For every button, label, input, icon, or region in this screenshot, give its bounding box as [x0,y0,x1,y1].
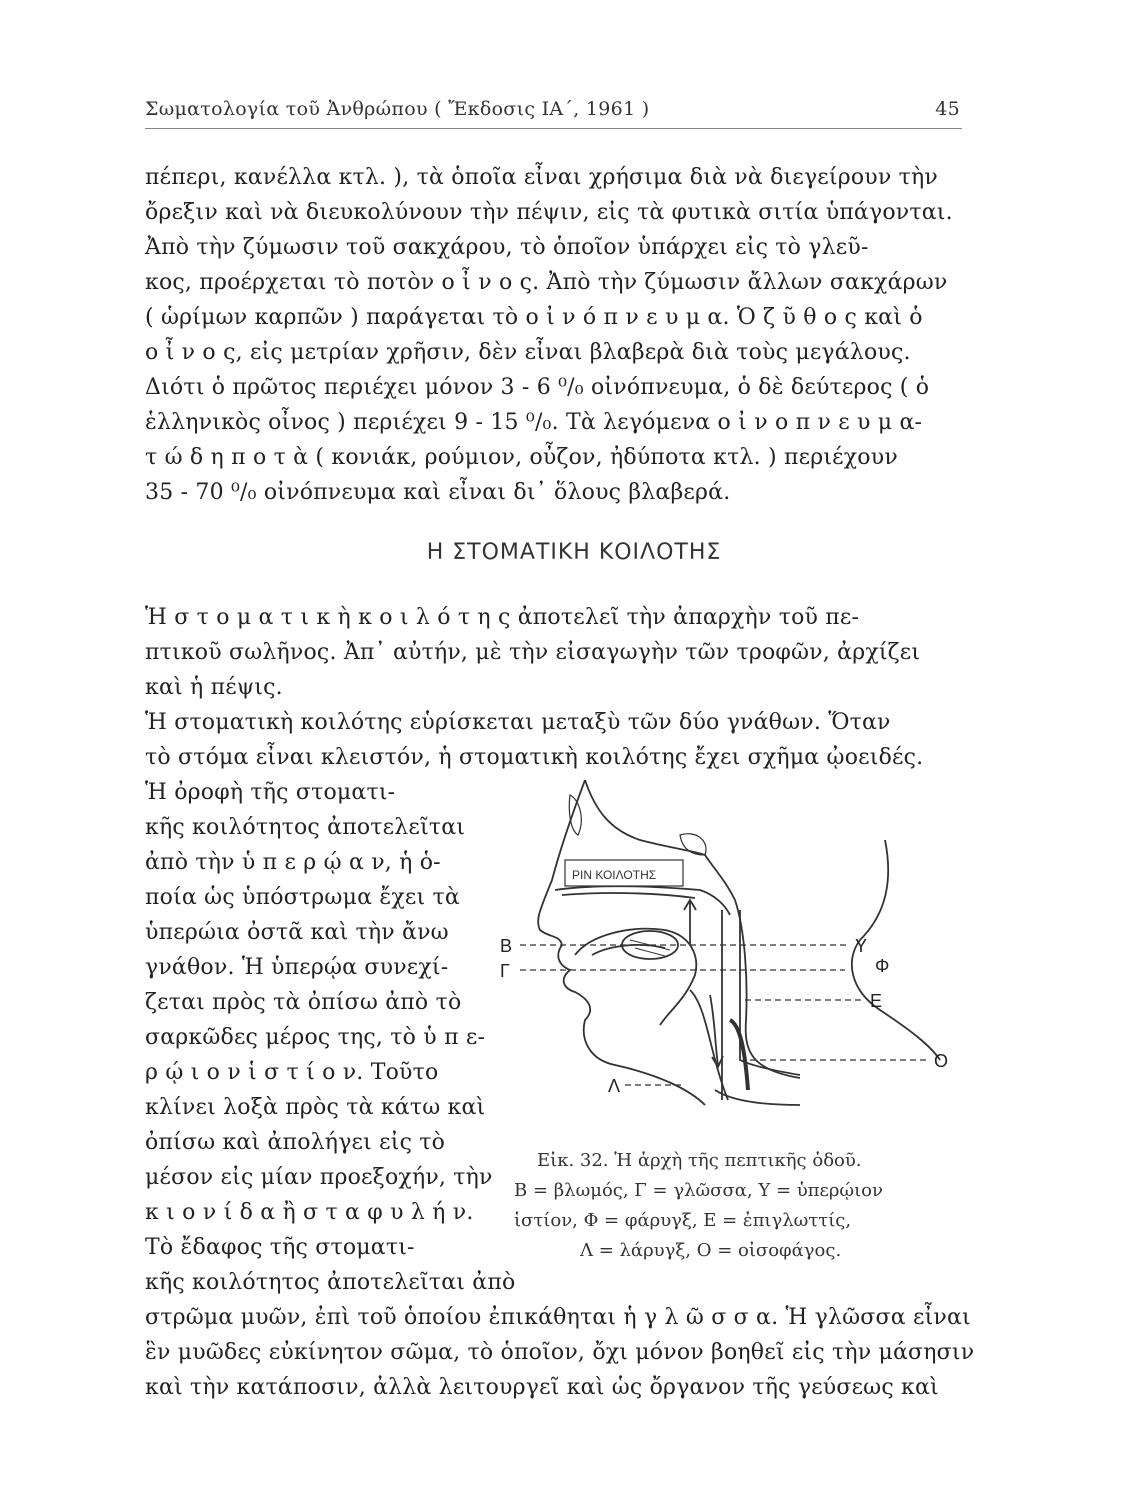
text-line: ρ ῴ ι ο ν ἱ σ τ ί ο ν. Τοῦτο [145,1060,439,1085]
text-line: ( ὡρίμων καρπῶν ) παράγεται τὸ ο ἰ ν ό π ν ε υ μ α. Ὁ ζ ῦ θ ο ς καὶ ὁ [145,305,923,330]
section-heading: Η ΣΤΟΜΑΤΙΚΗ ΚΟΙΛΟΤΗΣ [426,540,722,565]
text-line: πτικοῦ σωλῆνος. Ἀπ᾽ αὐτήν, μὲ τὴν εἰσαγωγὴν τῶν τροφῶν, ἀρχίζει [145,640,921,665]
nasal-cavity-text: ΡΙΝ ΚΟΙΛΟΤΗΣ [572,868,657,882]
text-line: σαρκῶδες μέρος της, τὸ ὑ π ε- [145,1025,486,1050]
figure-caption-title: Εἰκ. 32. Ἡ ἀρχὴ τῆς πεπτικῆς ὁδοῦ. [537,1150,862,1171]
figure-digestive-start [500,760,960,1135]
text-line: ἓν μυῶδες εὐκίνητον σῶμα, τὸ ὁποῖον, ὄχι μόνον βοηθεῖ εἰς τὴν μάσησιν [145,1340,975,1365]
label-B: Β [500,936,513,956]
text-line: ὀπίσω καὶ ἀπολήγει εἰς τὸ [145,1130,446,1155]
label-Y: Υ [855,936,868,956]
text-line: 35 - 70 ⁰/₀ οἰνόπνευμα καὶ εἶναι δι᾽ ὅλους βλαβερά. [145,480,731,505]
text-line: στρῶμα μυῶν, ἐπὶ τοῦ ὁποίου ἐπικάθηται ἡ γ λ ῶ σ σ α. Ἡ γλῶσσα εἶναι [145,1305,971,1330]
text-line: Διότι ὁ πρῶτος περιέχει μόνον 3 - 6 ⁰/₀ οἰνόπνευμα, ὁ δὲ δεύτερος ( ὁ [145,375,930,400]
label-E: Ε [870,991,883,1011]
text-line: Ἡ ὀροφὴ τῆς στοματι- [145,780,396,805]
text-line: ποία ὡς ὑπόστρωμα ἔχει τὰ [145,885,460,910]
text-line: ζεται πρὸς τὰ ὀπίσω ἀπὸ τὸ [145,990,462,1015]
nasal-cavity-label [565,860,683,886]
label-O: Ο [934,1051,949,1071]
text-line: τὸ στόμα εἶναι κλειστόν, ἡ στοματικὴ κοιλότης ἔχει σχῆμα ᾠοειδές. [145,745,924,770]
text-line: τ ώ δ η π ο τ ὰ ( κονιάκ, ρούμιον, οὖζον, ἠδύποτα κτλ. ) περιέχουν [145,445,898,470]
text-line: ἑλληνικὸς οἶνος ) περιέχει 9 - 15 ⁰/₀. Τὰ λεγόμενα ο ἰ ν ο π ν ε υ μ α- [145,410,923,435]
text-line: ὑπερώια ὀστᾶ καὶ τὴν ἄνω [145,920,449,945]
text-line: ο ἶ ν ο ς, εἰς μετρίαν χρῆσιν, δὲν εἶναι βλαβερὰ διὰ τοὺς μεγάλους. [145,340,911,365]
text-line: κ ι ο ν ί δ α ἢ σ τ α φ υ λ ή ν. [145,1200,474,1225]
label-lines [520,945,930,1085]
text-line: καὶ ἡ πέψις. [145,675,283,700]
text-line: ὄρεξιν καὶ νὰ διευκολύνουν τὴν πέψιν, εἰς τὰ φυτικὰ σιτία ὑπάγονται. [145,200,953,225]
text-line: Τὸ ἔδαφος τῆς στοματι- [145,1235,415,1260]
text-line: μέσον εἰς μίαν προεξοχήν, τὴν [145,1165,493,1190]
figure-caption-line: Λ = λάρυγξ, Ο = οἰσοφάγος. [580,1240,842,1261]
head-outline [538,780,940,1105]
text-line: Ἡ σ τ ο μ α τ ι κ ὴ κ ο ι λ ό τ η ς ἀποτελεῖ τὴν ἀπαρχὴν τοῦ πε- [145,605,860,630]
text-line: γνάθον. Ἡ ὑπερῴα συνεχί- [145,955,449,980]
running-title: Σωματολογία τοῦ Ἀνθρώπου ( Ἔκδοσις ΙΑ΄, 1961 ) [145,98,650,120]
label-G: Γ [500,961,510,981]
text-line: κῆς κοιλότητος ἀποτελεῖται ἀπὸ [145,1270,516,1295]
figure-caption-line: ἱστίον, Φ = φάρυγξ, Ε = ἐπιγλωττίς, [514,1210,852,1231]
label-L: Λ [608,1076,621,1096]
text-line: κλίνει λοξὰ πρὸς τὰ κάτω καὶ [145,1095,486,1120]
header-rule [145,128,962,129]
page-number: 45 [935,98,960,120]
text-line: κος, προέρχεται τὸ ποτὸν ο ἶ ν ο ς. Ἀπὸ τὴν ζύμωσιν ἄλλων σακχάρων [145,270,948,295]
figure-caption-line: Β = βλωμός, Γ = γλῶσσα, Υ = ὑπερῴιον [514,1180,883,1201]
text-line: Ἀπὸ τὴν ζύμωσιν τοῦ σακχάρου, τὸ ὁποῖον ὑπάρχει εἰς τὸ γλεῦ- [145,235,869,260]
running-header [145,98,960,120]
text-line: πέπερι, κανέλλα κτλ. ), τὰ ὁποῖα εἶναι χρήσιμα διὰ νὰ διεγείρουν τὴν [145,165,938,190]
text-line: καὶ τὴν κατάποσιν, ἀλλὰ λειτουργεῖ καὶ ὡς ὄργανον τῆς γεύσεως καὶ [145,1375,939,1400]
text-line: Ἡ στοματικὴ κοιλότης εὑρίσκεται μεταξὺ τῶν δύο γνάθων. Ὅταν [145,710,891,735]
text-line: κῆς κοιλότητος ἀποτελεῖται [145,815,466,840]
figure-letters [500,936,948,1096]
label-F: Φ [875,956,890,976]
text-line: ἀπὸ τὴν ὑ π ε ρ ῴ α ν, ἡ ὁ- [145,850,441,875]
